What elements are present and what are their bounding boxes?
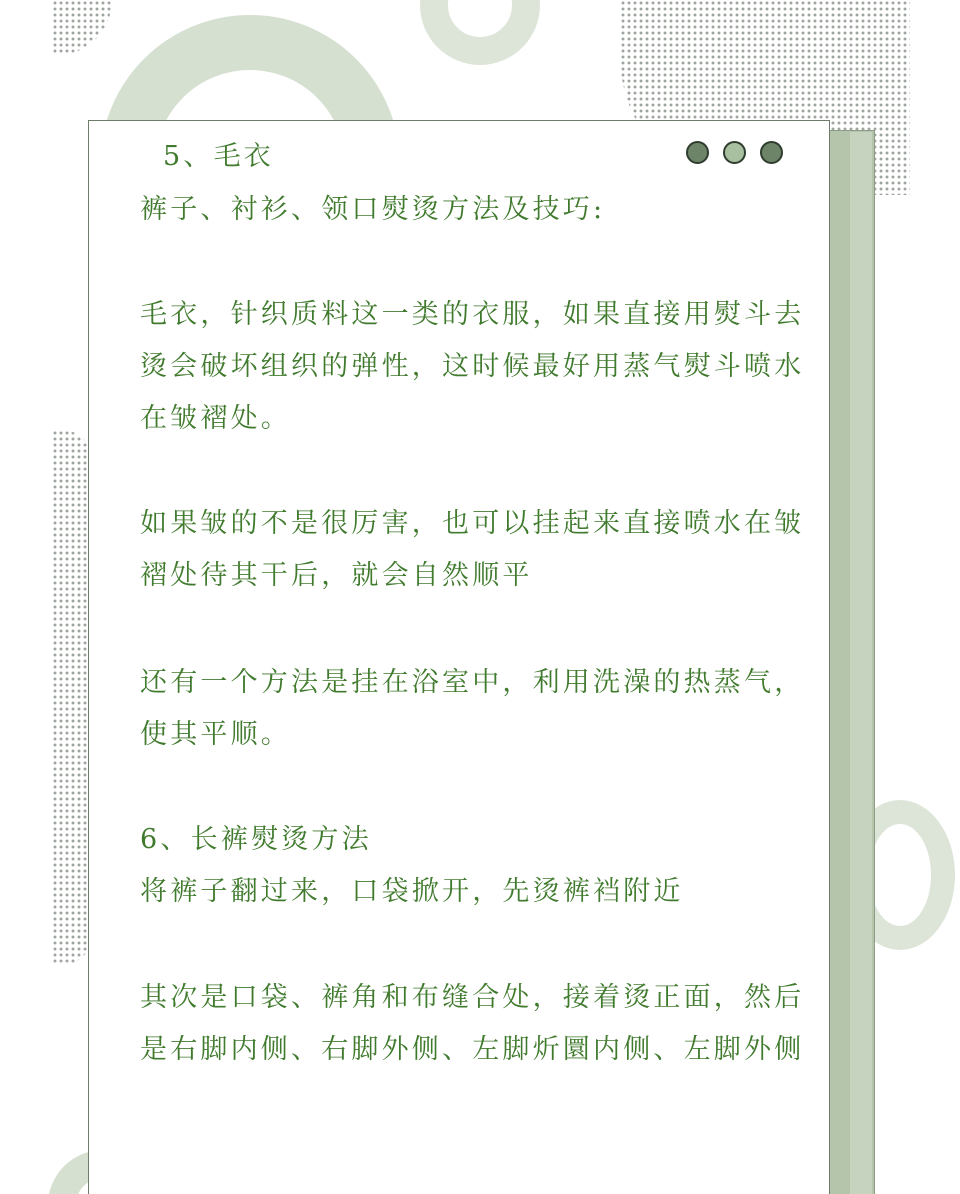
paragraph-line: 其次是口袋、裤角和布缝合处，接着烫正面，然后	[140, 982, 805, 1013]
window-control-dots	[686, 141, 783, 164]
card-shadow-stripe	[850, 132, 872, 1194]
paragraph-line: 是右脚内侧、右脚外侧、左脚炘圜内侧、左脚外侧	[140, 1034, 805, 1065]
dot-pattern-decoration	[52, 0, 112, 55]
section-heading: 5、毛衣	[163, 141, 274, 172]
paragraph-line: 毛衣，针织质料这一类的衣服，如果直接用熨斗去	[140, 299, 805, 330]
ring-decoration	[420, 0, 540, 65]
dot-pattern-decoration	[52, 430, 92, 965]
paragraph-line: 还有一个方法是挂在浴室中，利用洗澡的热蒸气，	[140, 667, 805, 698]
paragraph-line: 褶处待其干后，就会自然顺平	[140, 560, 533, 591]
circle-icon	[686, 141, 709, 164]
paragraph-line: 在皱褶处。	[140, 403, 291, 434]
content-card	[88, 120, 830, 1194]
section-heading: 6、长裤熨烫方法	[140, 824, 372, 855]
paragraph-line: 将裤子翻过来，口袋掀开，先烫裤裆附近	[140, 876, 684, 907]
paragraph-line: 烫会破坏组织的弹性，这时候最好用蒸气熨斗喷水	[140, 351, 805, 382]
subtitle-line: 裤子、衬衫、领口熨烫方法及技巧:	[140, 194, 606, 225]
circle-icon	[760, 141, 783, 164]
paragraph-line: 使其平顺。	[140, 719, 291, 750]
circle-icon	[723, 141, 746, 164]
paragraph-line: 如果皱的不是很厉害，也可以挂起来直接喷水在皱	[140, 508, 805, 539]
